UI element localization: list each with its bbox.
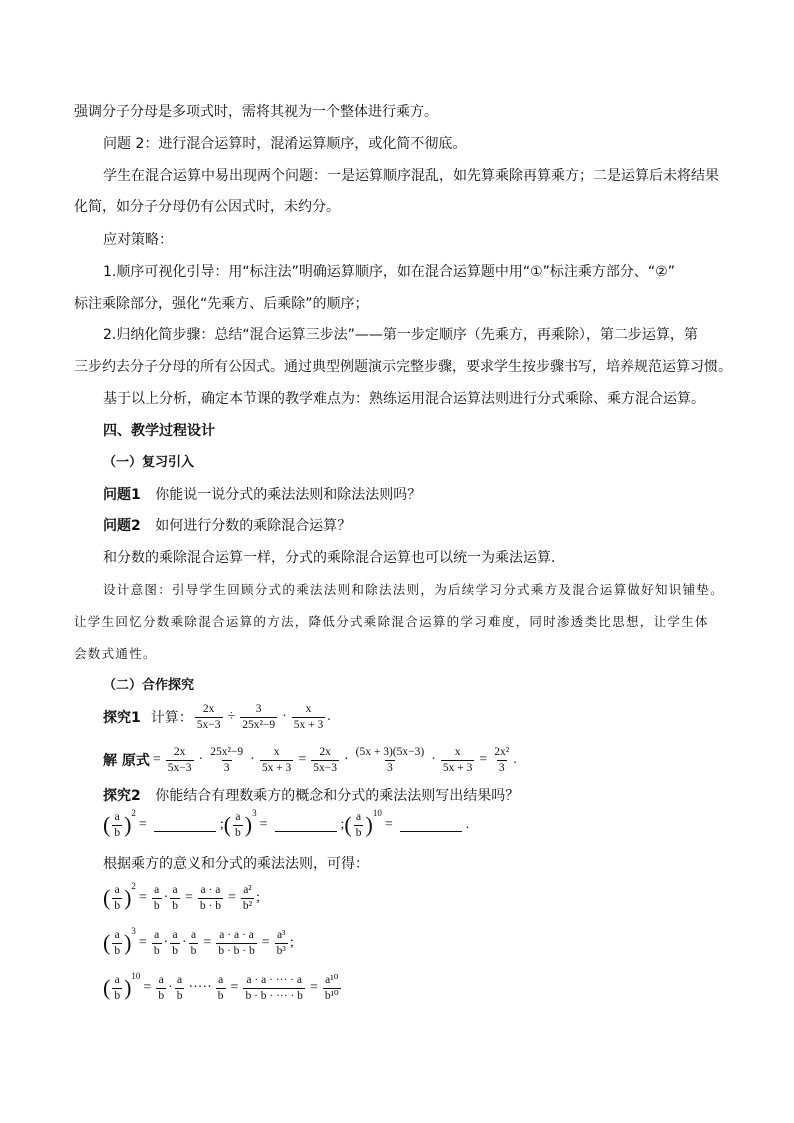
design-note: 设计意图：引导学生回顾分式的乘法法则和除法法则，为后续学习分式乘方及混合运算做好知识铺垫。 — [103, 582, 725, 597]
solution-label: 解 原式 — [103, 753, 150, 769]
power-derivation-10: ( $\frac{a}{b}$ ) $^{10}$ = $\frac{a}{b}$ · $\frac{a}{b}$ ····· $\frac{a}{b}$ = $\frac{a \cdot a \cdot \cdot\cdot\cdot \cdot a}{b \cdot b \cdot \cdot\cdot\cdot \cdot b}$ = $\frac{\text{a¹⁰}}{\text{b¹⁰}}$ — [103, 971, 339, 1002]
paragraph: 1.顺序可视化引导：用“标注法”明确运算顺序，如在混合运算题中用“①”标注乘方部分、“②” — [103, 264, 675, 280]
paragraph: 根据乘方的意义和分式的乘法法则，可得： — [103, 856, 369, 872]
design-note: 会数式通性。 — [74, 646, 157, 661]
power-expr: ( $\frac{a}{b}$ ) $^2$ — [103, 808, 136, 839]
question-text: 你能说一说分式的乘法法则和除法法则吗？ — [155, 487, 422, 503]
fraction: $\frac{x}{5x + 3}$ — [261, 745, 292, 774]
question-label: 问题2 — [103, 518, 141, 534]
power-derivation-2: ( $\frac{a}{b}$ ) $^2$ = $\frac{a}{b}$ · $\frac{a}{b}$ = $\frac{a \cdot a}{b \cdot b}$ = $\frac{\text{a²}}{\text{b²}}$ ; — [103, 881, 260, 912]
fraction: $\frac{2x}{5x-3}$ — [167, 745, 192, 774]
answer-blank[interactable] — [154, 819, 216, 832]
question-2 — [103, 517, 351, 535]
multiply-operator: · — [282, 709, 287, 724]
paragraph: 应对策略： — [103, 232, 173, 248]
answer-blank[interactable] — [275, 819, 337, 832]
paragraph: 三步约去分子分母的所有公因式。通过典型例题演示完整步骤，要求学生按步骤书写，培养规范运算习惯。 — [74, 359, 732, 375]
paragraph: 和分数的乘除混合运算一样，分式的乘除混合运算也可以统一为乘法运算． — [103, 550, 565, 566]
section-heading: 四、教学过程设计 — [103, 423, 215, 439]
blank-exercises: ( $\frac{a}{b}$ ) $^2$ = ; ( $\frac{a}{b}$ ) $^3$ = ; ( $\frac{a}{b}$ ) $^{10}$ = . — [103, 808, 470, 839]
paragraph: 标注乘除部分，强化“先乘方、后乘除”的顺序； — [74, 296, 369, 312]
question-text: 如何进行分数的乘除混合运算？ — [155, 518, 352, 534]
fraction: $\frac{x}{5x + 3}$ — [293, 702, 324, 731]
exploration-1: 探究1 计算： $\frac{2x}{5x-3}$ ÷ $\frac{3}{\text{25x²−9}}$ · $\frac{x}{5x + 3}$ . — [103, 702, 331, 731]
paragraph: 学生在混合运算中易出现两个问题：一是运算顺序混乱，如先算乘除再算乘方；二是运算后未将结果 — [103, 168, 719, 184]
exploration-text: 你能结合有理数乘方的概念和分式的乘法法则写出结果吗？ — [155, 788, 520, 804]
fraction: $\frac{2x}{5x-3}$ — [196, 702, 221, 731]
answer-blank[interactable] — [400, 819, 462, 832]
question-label: 问题1 — [103, 487, 141, 503]
fraction: $\frac{2x}{5x-3}$ — [313, 745, 337, 774]
fraction: $\frac{\text{25x²−9}}{3}$ — [210, 745, 244, 774]
fraction: $\frac{(5x + 3)(5x-3)}{3}$ — [355, 745, 425, 774]
design-note: 让学生回忆分数乘除混合运算的方法，降低分式乘除混合运算的学习难度，同时渗透类比思想，让学生体 — [74, 614, 709, 629]
divide-operator: ÷ — [227, 709, 236, 724]
power-expr: ( $\frac{a}{b}$ ) $^3$ — [223, 808, 257, 839]
question-1 — [103, 486, 421, 504]
fraction: $\frac{\text{2x²}}{3}$ — [494, 745, 510, 774]
paragraph: 问题 2：进行混合运算时，混淆运算顺序，或化简不彻底。 — [103, 136, 467, 152]
paragraph: 2.归纳化简步骤：总结“混合运算三步法”——第一步定顺序（先乘方，再乘除），第二步运算，第 — [103, 327, 698, 343]
paragraph: 基于以上分析，确定本节课的教学难点为：熟练运用混合运算法则进行分式乘除、乘方混合运算。 — [103, 391, 705, 407]
subsection-heading: （一）复习引入 — [103, 455, 195, 470]
exploration-2 — [103, 787, 519, 805]
exploration-label: 探究2 — [103, 788, 141, 804]
subsection-heading: （二）合作探究 — [103, 678, 195, 693]
solution: 解 原式 = $\frac{2x}{5x-3}$ · $\frac{\text{25x²−9}}{3}$ · $\frac{x}{5x + 3}$ = $\frac{2x}{5x-3}$ · $\frac{(5x + 3)(5x-3)}{3}$ · $\frac{x}{5x + 3}$ = $\frac{\text{2x²}}{3}$ . — [103, 745, 517, 774]
paragraph: 化简，如分子分母仍有公因式时，未约分。 — [74, 199, 340, 215]
exploration-prompt: 计算： — [150, 710, 193, 726]
power-derivation-3: ( $\frac{a}{b}$ ) $^3$ = $\frac{a}{b}$ · $\frac{a}{b}$ · $\frac{a}{b}$ = $\frac{a \cdot a \cdot a}{b \cdot b \cdot b}$ = $\frac{\text{a³}}{\text{b³}}$ ; — [103, 926, 294, 957]
fraction: $\frac{3}{\text{25x²−9}}$ — [242, 702, 276, 731]
fraction: $\frac{x}{5x + 3}$ — [442, 745, 473, 774]
paragraph: 强调分子分母是多项式时，需将其视为一个整体进行乘方。 — [74, 104, 438, 120]
power-expr: ( $\frac{a}{b}$ ) $^{10}$ — [344, 808, 382, 839]
exploration-label: 探究1 — [103, 710, 141, 726]
